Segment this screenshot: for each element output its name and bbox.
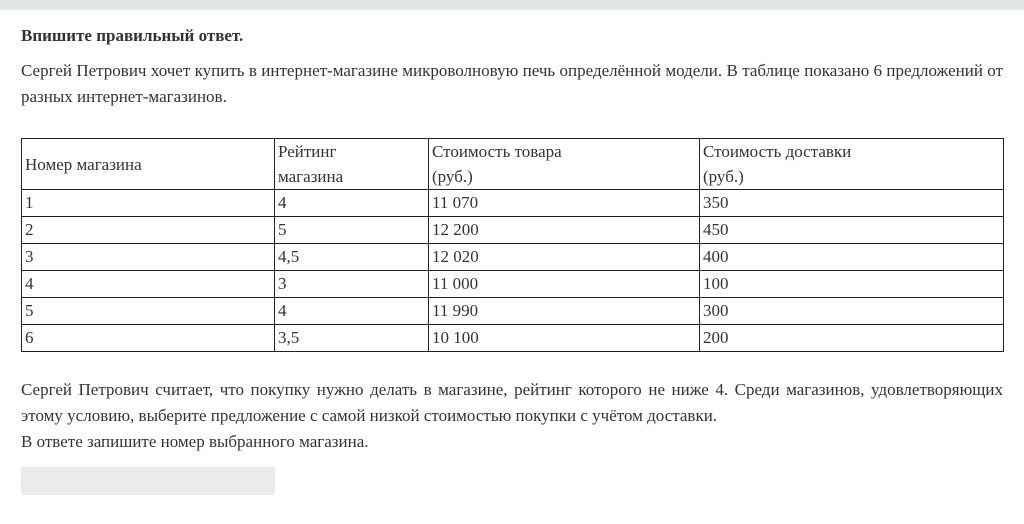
page-title: Впишите правильный ответ. xyxy=(21,26,244,45)
cell-shop-number: 5 xyxy=(22,298,275,325)
cell-shop-number: 6 xyxy=(22,325,275,352)
task-paragraph-condition: Сергей Петрович считает, что покупку нужно делать в магазине, рейтинг которого не ниже 4. Среди магазинов, удовлетворяющих этому условию, выберите предложение с самой низкой стоимостью покупки с учётом доставки. xyxy=(21,380,1003,425)
cell-rating: 3 xyxy=(275,271,429,298)
header-shop-number: Номер магазина xyxy=(22,139,275,190)
cell-item-cost: 12 200 xyxy=(429,217,700,244)
cell-item-cost: 11 000 xyxy=(429,271,700,298)
task-paragraph-instruction: В ответе запишите номер выбранного магазина. xyxy=(21,432,369,451)
offers-table xyxy=(21,138,1004,352)
cell-item-cost: 11 990 xyxy=(429,298,700,325)
cell-rating: 4 xyxy=(275,298,429,325)
header-rating: Рейтинг магазина xyxy=(275,139,429,190)
cell-delivery-cost: 450 xyxy=(700,217,1004,244)
cell-shop-number: 3 xyxy=(22,244,275,271)
table-row xyxy=(22,298,1004,325)
top-bar xyxy=(0,0,1024,10)
cell-rating: 5 xyxy=(275,217,429,244)
cell-delivery-cost: 350 xyxy=(700,190,1004,217)
cell-item-cost: 12 020 xyxy=(429,244,700,271)
cell-rating: 4,5 xyxy=(275,244,429,271)
table-row xyxy=(22,271,1004,298)
header-item-cost: Стоимость товара (руб.) xyxy=(429,139,700,190)
cell-item-cost: 10 100 xyxy=(429,325,700,352)
cell-delivery-cost: 400 xyxy=(700,244,1004,271)
task-paragraph-intro: Сергей Петрович хочет купить в интернет-магазине микроволновую печь определённой модели. В таблице показано 6 предложений от разных интернет-магазинов. xyxy=(21,61,1003,106)
cell-delivery-cost: 300 xyxy=(700,298,1004,325)
table-row xyxy=(22,190,1004,217)
cell-delivery-cost: 200 xyxy=(700,325,1004,352)
cell-shop-number: 4 xyxy=(22,271,275,298)
cell-shop-number: 2 xyxy=(22,217,275,244)
task-page xyxy=(0,25,1024,495)
cell-rating: 4 xyxy=(275,190,429,217)
header-delivery-cost: Стоимость доставки (руб.) xyxy=(700,139,1004,190)
table-row xyxy=(22,217,1004,244)
table-row xyxy=(22,244,1004,271)
cell-delivery-cost: 100 xyxy=(700,271,1004,298)
cell-shop-number: 1 xyxy=(22,190,275,217)
cell-rating: 3,5 xyxy=(275,325,429,352)
table-header-row xyxy=(22,139,1004,190)
table-row xyxy=(22,325,1004,352)
answer-input[interactable] xyxy=(21,467,275,495)
cell-item-cost: 11 070 xyxy=(429,190,700,217)
